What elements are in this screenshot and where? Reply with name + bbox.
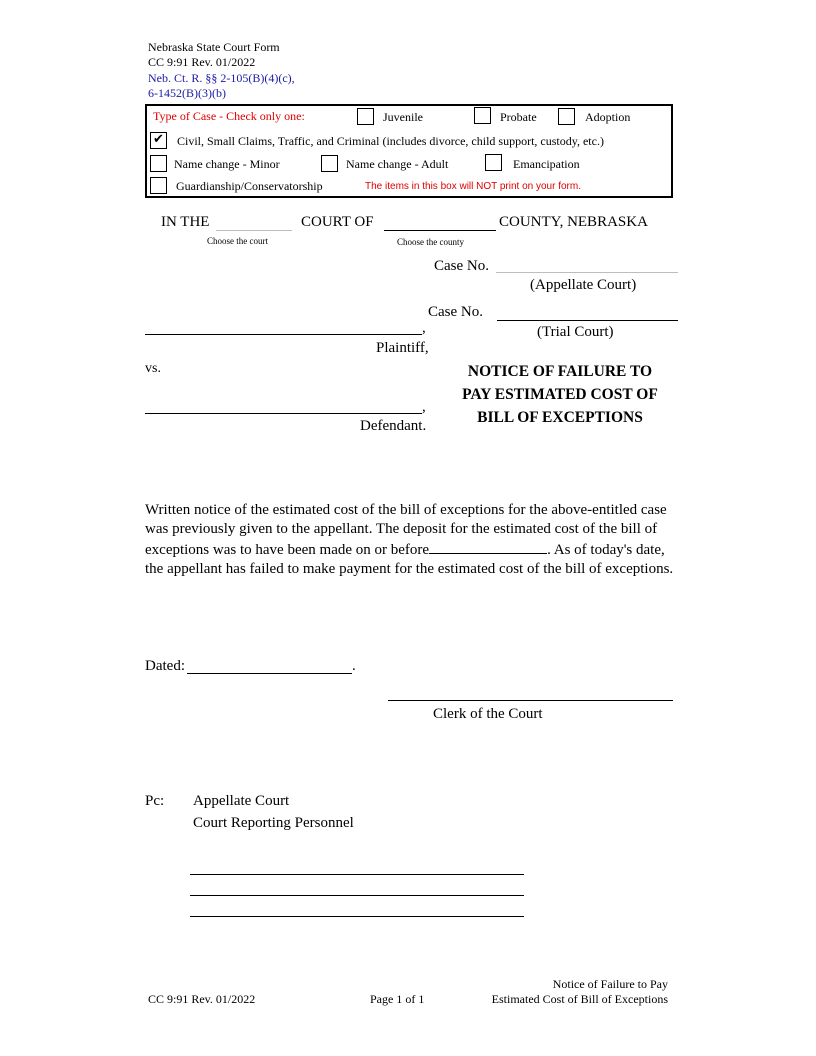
print-notice: The items in this box will NOT print on your form. — [365, 181, 581, 192]
in-the-label: IN THE — [161, 214, 210, 230]
name-change-adult-checkbox[interactable] — [321, 155, 338, 172]
appellate-case-no-input[interactable] — [496, 272, 678, 273]
appellate-case-no-label: Case No. — [434, 258, 489, 274]
footer-form-id: CC 9:91 Rev. 01/2022 — [148, 992, 256, 1006]
dated-input[interactable] — [187, 673, 352, 674]
defendant-input[interactable] — [145, 413, 422, 414]
trial-case-no-label: Case No. — [428, 304, 483, 320]
form-revision: CC 9:91 Rev. 01/2022 — [148, 55, 256, 69]
pc-extra-line-1[interactable] — [190, 874, 524, 875]
name-change-adult-label: Name change - Adult — [346, 157, 449, 171]
juvenile-label: Juvenile — [383, 110, 423, 124]
footer-title-line-2: Estimated Cost of Bill of Exceptions — [491, 992, 668, 1006]
defendant-label: Defendant. — [360, 418, 427, 434]
form-source: Nebraska State Court Form — [148, 40, 280, 54]
county-select[interactable] — [384, 230, 496, 231]
notice-text-part1: Written notice of the estimated cost of the bill of exceptions for the above-entitled case was previously given to the appellant. The deposit for the estimated cost of the bill of exceptions was to have been made on or before — [145, 502, 667, 558]
due-date-input[interactable] — [429, 539, 547, 554]
emancipation-checkbox[interactable] — [485, 154, 502, 171]
name-change-minor-label: Name change - Minor — [174, 157, 280, 171]
adoption-checkbox[interactable] — [558, 108, 575, 125]
court-of-label: COURT OF — [301, 214, 374, 230]
dated-period: . — [352, 658, 356, 674]
court-hint: Choose the court — [207, 236, 268, 246]
footer-page-number: Page 1 of 1 — [370, 992, 425, 1006]
guardianship-label: Guardianship/Conservatorship — [176, 179, 323, 193]
plaintiff-input[interactable] — [145, 334, 422, 335]
plaintiff-label: Plaintiff, — [376, 340, 429, 356]
emancipation-label: Emancipation — [513, 157, 580, 171]
guardianship-checkbox[interactable] — [150, 177, 167, 194]
clerk-signature-line[interactable] — [388, 700, 673, 701]
notice-text-part2: . As of today's date, the appellant has failed to make payment for the estimated cost of the bill of exceptions. — [145, 542, 674, 577]
county-hint: Choose the county — [397, 237, 464, 247]
pc-extra-line-2[interactable] — [190, 895, 524, 896]
document-title — [440, 360, 680, 429]
trial-case-no-input[interactable] — [497, 320, 678, 321]
court-select[interactable] — [216, 230, 292, 231]
civil-checkbox[interactable] — [150, 132, 167, 149]
probate-checkbox[interactable] — [474, 107, 491, 124]
title-line-1: NOTICE OF FAILURE TO — [467, 363, 653, 380]
county-nebraska-label: COUNTY, NEBRASKA — [499, 214, 648, 230]
footer-title-line-1: Notice of Failure to Pay — [552, 977, 668, 991]
defendant-comma: , — [422, 399, 426, 415]
pc-label: Pc: — [145, 793, 165, 809]
adoption-label: Adoption — [585, 110, 631, 124]
versus-label: vs. — [145, 361, 161, 376]
clerk-label: Clerk of the Court — [433, 706, 543, 722]
title-line-3: BILL OF EXCEPTIONS — [477, 409, 643, 426]
court-rule-link-cont[interactable]: 6-1452(B)(3)(b) — [148, 86, 226, 100]
title-line-2: PAY ESTIMATED COST OF — [462, 386, 658, 403]
plaintiff-comma: , — [422, 320, 426, 336]
dated-label: Dated: — [145, 658, 185, 674]
juvenile-checkbox[interactable] — [357, 108, 374, 125]
notice-paragraph — [145, 501, 685, 579]
pc-item-appellate: Appellate Court — [193, 793, 290, 809]
pc-extra-line-3[interactable] — [190, 916, 524, 917]
name-change-minor-checkbox[interactable] — [150, 155, 167, 172]
pc-item-reporting: Court Reporting Personnel — [193, 815, 354, 831]
appellate-court-label: (Appellate Court) — [530, 277, 637, 293]
footer-title — [468, 977, 668, 1007]
civil-label: Civil, Small Claims, Traffic, and Criminal (includes divorce, child support, custody, etc.) — [177, 134, 604, 148]
court-rule-link[interactable]: Neb. Ct. R. §§ 2-105(B)(4)(c), — [148, 71, 295, 85]
probate-label: Probate — [500, 110, 537, 124]
case-type-label: Type of Case - Check only one: — [153, 109, 305, 123]
trial-court-label: (Trial Court) — [537, 324, 614, 340]
check-mark-icon: ✔ — [153, 132, 164, 147]
